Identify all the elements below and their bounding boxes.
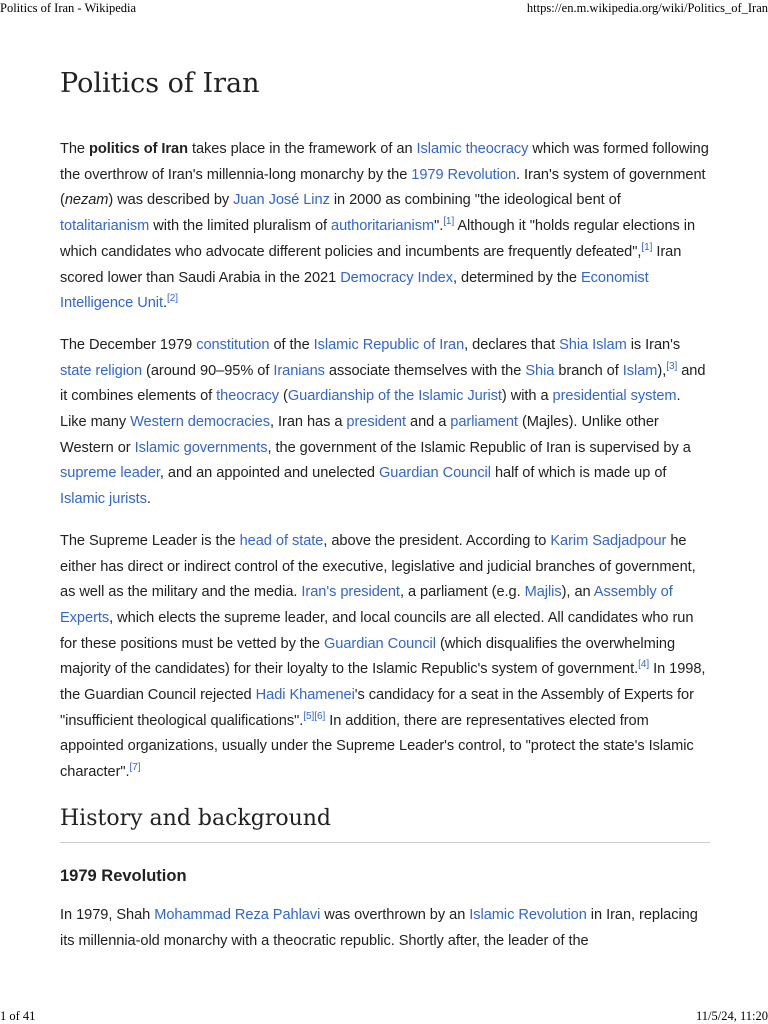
link-islamic-governments[interactable]: Islamic governments [134,439,268,456]
link-constitution[interactable]: constitution [196,336,270,353]
text: The [60,141,90,157]
reference-link-5[interactable]: [5] [303,710,315,722]
text: , the government of the Islamic Republic of Iran is supervised by a [267,439,691,456]
text: ), an [561,584,594,601]
text: . Iran's system of government ( [60,166,706,209]
link-guardian-council[interactable]: Guardian Council [378,465,491,482]
link-shia-islam[interactable]: Shia Islam [559,336,627,353]
text: The December 1979 [60,336,197,353]
text: was overthrown by an [320,906,470,923]
text: of the [269,336,314,353]
intro-paragraph-2 [60,333,710,513]
print-page-url: https://en.m.wikipedia.org/wiki/Politics_of_Iran [526,1,768,15]
link-western-democracies[interactable]: Western democracies [130,414,270,431]
text: , and an appointed and unelected [159,465,379,482]
reference-link-7[interactable]: [7] [129,762,141,774]
link-hadi-khamenei[interactable]: Hadi Khamenei [255,687,355,704]
text: , declares that [464,336,560,353]
text: (Majles). Unlike other Western or [60,414,659,456]
intro-paragraph-1 [60,137,710,317]
text: 's candidacy for a seat in the Assembly of Experts for "insufficient theological qualifications". [60,687,694,729]
reference-sup [130,762,141,773]
link-assembly-of-experts[interactable]: Assembly of Experts [60,584,673,626]
text: with the limited pluralism of [149,218,332,235]
reference-sup [641,242,652,253]
text: Iran scored lower than Saudi Arabia in the 2021 [60,243,682,286]
link-iranians[interactable]: Iranians [273,362,325,379]
link-shia[interactable]: Shia [525,362,555,379]
link-1979-revolution[interactable]: 1979 Revolution [411,166,517,183]
link-parliament[interactable]: parliament [450,414,518,431]
text: (around 90–95% of [142,362,274,379]
text: ) was described by [108,192,234,209]
bold-term: politics of Iran [89,141,188,157]
subsection-heading-1979-revolution: 1979 Revolution [60,866,187,885]
text: associate themselves with the [324,362,526,379]
text: he either has direct or indirect control of the executive, legislative and judicial branches of government, as well as the military and the media. [60,532,696,601]
reference-link-4[interactable]: [4] [638,659,650,671]
text: is Iran's [626,336,681,353]
text: and a [406,414,451,431]
text: in 2000 as combining "the ideological bent of [329,192,621,209]
text: which was formed following the overthrow of Iran's millennia-long monarchy by the [60,141,709,183]
text: , Iran has a [270,414,347,431]
reference-link-3[interactable]: [3] [666,360,678,372]
text: In 1979, Shah [60,906,155,923]
link-islamic-theocracy[interactable]: Islamic theocracy [416,141,529,157]
text: , a parliament (e.g. [399,584,525,601]
text: . Like many [60,388,681,431]
text: and it combines elements of [60,362,706,405]
reference-link-2[interactable]: [2] [167,293,178,305]
reference-link-6[interactable]: [6] [314,710,326,722]
intro-paragraph-3 [60,529,710,786]
text: Although it "holds regular elections in which candidates who advocate different policies and incumbents are frequently defeated", [60,218,696,260]
link-supreme-leader[interactable]: supreme leader [60,465,160,482]
print-page-title: Politics of Iran - Wikipedia [0,1,137,15]
link-economist-intelligence-unit[interactable]: Economist Intelligence Unit [60,269,649,312]
link-democracy-index[interactable]: Democracy Index [340,269,453,286]
link-islamic-republic-of-iran[interactable]: Islamic Republic of Iran [313,336,465,353]
page-title: Politics of Iran [60,68,260,99]
reference-link-1[interactable]: [1] [443,216,455,228]
link-karim-sadjadpour[interactable]: Karim Sadjadpour [550,532,667,549]
reference-sup [303,711,325,722]
link-theocracy[interactable]: theocracy [216,388,279,405]
print-header [0,0,768,16]
text: , which elects the supreme leader, and local councils are all elected. All candidates who run for these positions must be vetted by the [60,609,694,652]
text: In addition, there are representatives elected from appointed organizations, usually under the Supreme Leader's control, to "protect the state's Islamic character". [60,712,694,781]
link-presidential-system[interactable]: presidential system [552,388,677,405]
link-majlis[interactable]: Majlis [524,584,562,601]
link-islamic-revolution[interactable]: Islamic Revolution [469,906,587,923]
text: ". [434,218,444,235]
text: In 1998, the Guardian Council rejected [60,661,706,704]
link-juan-jose-linz[interactable]: Juan José Linz [233,192,330,209]
text: The Supreme Leader is the [60,532,240,549]
print-footer [0,1008,768,1024]
history-paragraph-1 [60,903,710,954]
print-page-number: 1 of 41 [0,1009,36,1023]
reference-sup [443,216,454,227]
link-mohammad-reza-pahlavi[interactable]: Mohammad Reza Pahlavi [154,906,321,923]
section-heading-history: History and background [60,806,710,843]
text: ( [279,388,288,405]
text: branch of [554,362,623,379]
text: ) with a [501,388,553,405]
link-president[interactable]: president [346,414,407,431]
link-totalitarianism[interactable]: totalitarianism [60,218,150,235]
text: . [146,491,151,508]
text: . [163,295,168,312]
link-authoritarianism[interactable]: authoritarianism [331,218,435,235]
print-datetime: 11/5/24, 11:20 [696,1009,768,1023]
link-guardian-council[interactable]: Guardian Council [323,635,436,652]
reference-link-1[interactable]: [1] [641,241,653,253]
text: (which disqualifies the overwhelming majority of the candidates) for their loyalty to the Islamic Republic's system of government. [60,635,676,678]
link-guardianship-of-the-islamic-jurist[interactable]: Guardianship of the Islamic Jurist [287,388,502,405]
reference-sup [638,660,649,671]
text: half of which is made up of [490,465,667,482]
article-content [60,60,710,954]
text: , determined by the [453,269,581,286]
reference-sup [167,293,178,304]
reference-sup [666,361,677,372]
text: ), [657,362,667,379]
text: takes place in the framework of an [187,141,417,157]
link-state-religion[interactable]: state religion [60,362,143,379]
text: , above the president. According to [323,532,551,549]
text: in Iran, replacing its millennia-old monarchy with a theocratic republic. Shortly after, the leader of the [60,906,698,949]
link-irans-president[interactable]: Iran's president [301,584,400,601]
link-head-of-state[interactable]: head of state [239,532,324,549]
italic-term: nezam [64,192,109,209]
link-islamic-jurists[interactable]: Islamic jurists [60,491,147,508]
link-islam[interactable]: Islam [622,362,658,379]
